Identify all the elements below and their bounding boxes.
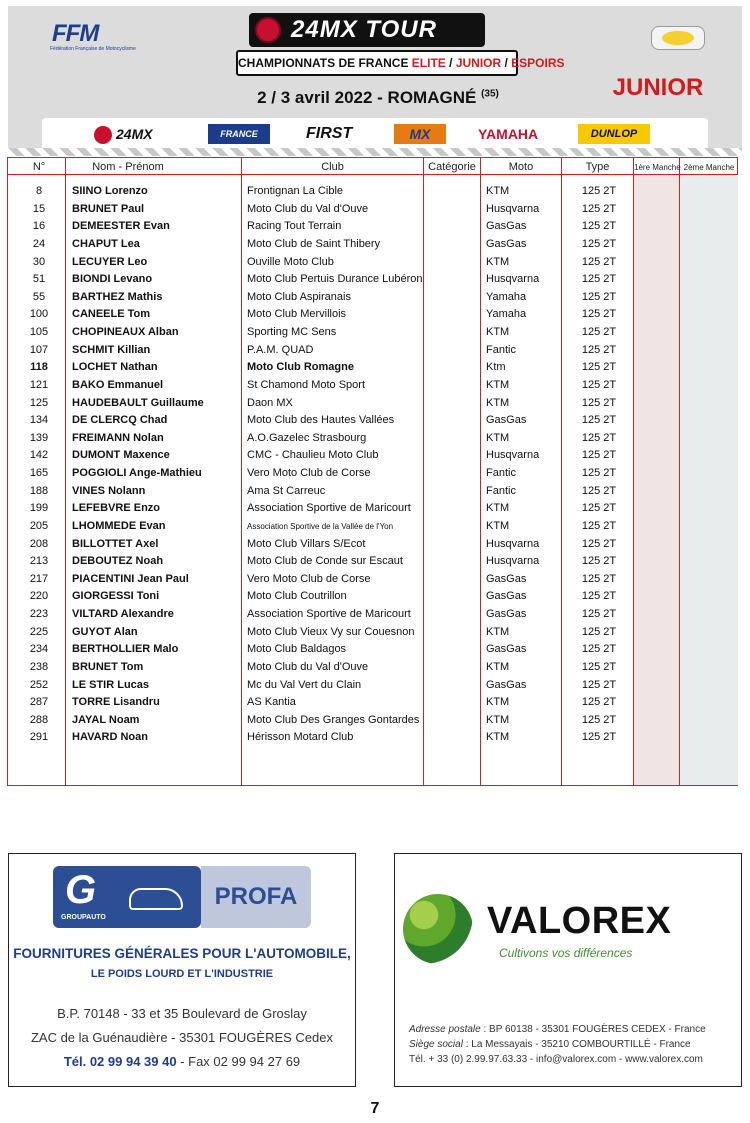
rider-club: Moto Club de Conde sur Escaut xyxy=(247,555,403,568)
rider-club: Racing Tout Terrain xyxy=(247,220,342,233)
rider-moto: KTM xyxy=(486,326,510,338)
rider-type: 125 2T xyxy=(581,608,617,620)
table-row xyxy=(8,554,737,572)
rider-club: Moto Club Des Granges Gontardes xyxy=(247,713,420,726)
rider-number: 105 xyxy=(29,326,49,338)
groupauto-name: GROUPAUTO xyxy=(61,914,106,921)
rider-number: 208 xyxy=(29,537,49,550)
rider-name: PIACENTINI Jean Paul xyxy=(72,572,189,585)
rider-name: LECUYER Leo xyxy=(72,255,148,268)
rider-club: P.A.M. QUAD xyxy=(247,343,314,356)
rider-club: CMC - Chaulieu Moto Club xyxy=(247,449,379,462)
groupauto-logo xyxy=(53,866,201,928)
profa-address-2: ZAC de la Guénaudière - 35301 FOUGÈRES Cedex xyxy=(30,1030,334,1045)
page-header xyxy=(8,6,742,156)
rider-name: VILTARD Alexandre xyxy=(72,608,174,620)
rider-club: A.O.Gazelec Strasbourg xyxy=(247,431,367,444)
event-date-text: 2 / 3 avril 2022 - ROMAGNÉ xyxy=(257,88,477,107)
rider-club: Moto Club du Val d'Ouve xyxy=(247,202,369,215)
rider-club: Moto Club de Saint Thibery xyxy=(247,237,381,250)
rider-moto: Husqvarna xyxy=(486,537,540,550)
rider-type: 125 2T xyxy=(581,237,617,250)
table-row xyxy=(8,413,737,431)
rider-type: 125 2T xyxy=(581,449,617,462)
page-number: 7 xyxy=(370,1100,380,1117)
table-row xyxy=(8,572,737,590)
event-date xyxy=(208,88,548,108)
tour-title: 24MX TOUR xyxy=(291,16,437,43)
rider-moto: KTM xyxy=(486,713,510,726)
rider-name: GIORGESSI Toni xyxy=(72,590,160,603)
rider-type: 125 2T xyxy=(581,484,617,497)
rider-moto: KTM xyxy=(486,255,510,268)
rider-moto: KTM xyxy=(486,185,510,197)
moto-club-logo-icon xyxy=(662,31,694,45)
table-row xyxy=(8,501,737,519)
rider-moto: GasGas xyxy=(486,608,527,620)
rider-moto: KTM xyxy=(486,519,510,532)
sponsor-mx: MX xyxy=(394,124,446,144)
table-row xyxy=(8,713,737,731)
rider-name: VINES Nolann xyxy=(72,484,146,497)
rider-number: 238 xyxy=(29,660,49,673)
rider-name: SIINO Lorenzo xyxy=(72,185,148,197)
rider-moto: Fantic xyxy=(486,484,516,497)
24mx-helmet-icon xyxy=(255,17,281,43)
table-row xyxy=(8,202,737,220)
rider-club: Moto Club Pertuis Durance Lubéron xyxy=(247,273,423,286)
rider-moto: KTM xyxy=(486,625,510,638)
rider-number: 252 xyxy=(29,678,49,691)
rider-moto: GasGas xyxy=(486,643,527,656)
table-row xyxy=(8,360,737,378)
rider-number: 55 xyxy=(32,290,46,303)
sponsor-yamaha: YAMAHA xyxy=(478,126,539,142)
rider-type: 125 2T xyxy=(581,290,617,303)
ffm-logo-text: FFM xyxy=(52,20,99,47)
rider-name: POGGIOLI Ange-Mathieu xyxy=(72,467,202,479)
championship-junior: JUNIOR xyxy=(455,56,502,70)
24mx-logo-icon xyxy=(94,126,112,144)
rider-moto: Yamaha xyxy=(486,308,527,321)
rider-moto: KTM xyxy=(486,696,510,709)
rider-number: 8 xyxy=(35,185,43,197)
col-header-manche-1: 1ère Manche xyxy=(634,163,681,172)
rider-number: 287 xyxy=(29,696,49,709)
rider-club: Association Sportive de Maricourt xyxy=(247,502,411,515)
valorex-siege xyxy=(409,1039,691,1050)
rider-type: 125 2T xyxy=(581,572,617,585)
table-row xyxy=(8,237,737,255)
rider-club: Mc du Val Vert du Clain xyxy=(247,678,362,691)
rider-type: 125 2T xyxy=(581,696,617,709)
rider-number: 15 xyxy=(32,202,46,215)
profa-fax: - Fax 02 99 94 27 69 xyxy=(176,1054,301,1069)
table-row xyxy=(8,219,737,237)
rider-number: 213 xyxy=(29,555,49,568)
rider-type: 125 2T xyxy=(581,537,617,550)
rider-number: 118 xyxy=(30,361,48,374)
valorex-brand: VALOREX xyxy=(487,900,672,942)
rider-club: Sporting MC Sens xyxy=(247,326,337,338)
rider-club: Moto Club Villars S/Ecot xyxy=(247,537,366,550)
table-row xyxy=(8,343,737,361)
table-row xyxy=(8,660,737,678)
rider-type: 125 2T xyxy=(581,555,617,568)
rider-type: 125 2T xyxy=(581,625,617,638)
rider-type: 125 2T xyxy=(581,519,617,532)
table-row xyxy=(8,378,737,396)
rider-name: BRUNET Tom xyxy=(72,660,144,673)
rider-club: Vero Moto Club de Corse xyxy=(247,467,371,479)
rider-name: FREIMANN Nolan xyxy=(72,431,164,444)
profa-subheadline: LE POIDS LOURD ET L'INDUSTRIE xyxy=(90,968,274,980)
table-row xyxy=(8,290,737,308)
rider-club: St Chamond Moto Sport xyxy=(247,378,366,391)
rider-name: LEFEBVRE Enzo xyxy=(72,502,161,515)
sponsor-24mx xyxy=(94,124,153,144)
rider-moto: Fantic xyxy=(486,467,516,479)
rider-club: Moto Club Vieux Vy sur Couesnon xyxy=(247,625,415,638)
rider-number: 225 xyxy=(29,625,49,638)
rider-number: 220 xyxy=(29,590,49,603)
car-icon xyxy=(129,888,183,910)
table-row xyxy=(8,184,737,202)
rider-moto: KTM xyxy=(486,660,510,673)
rider-name: TORRE Lisandru xyxy=(72,696,160,709)
rider-number: 205 xyxy=(29,519,49,532)
table-row xyxy=(8,537,737,555)
rider-number: 188 xyxy=(29,484,49,497)
rider-moto: KTM xyxy=(486,378,510,391)
rider-number: 125 xyxy=(29,396,49,409)
rider-name: SCHMIT Killian xyxy=(72,343,151,356)
rider-number: 199 xyxy=(29,502,49,515)
rider-number: 139 xyxy=(29,431,49,444)
rider-name: BERTHOLLIER Malo xyxy=(72,643,179,656)
rider-club: Moto Club Coutrillon xyxy=(247,590,347,603)
rider-type: 125 2T xyxy=(581,467,617,479)
rider-name: CHAPUT Lea xyxy=(72,237,140,250)
rider-name: LOCHET Nathan xyxy=(72,361,158,374)
rider-name: CANEELE Tom xyxy=(72,308,151,321)
rider-type: 125 2T xyxy=(581,590,617,603)
rider-type: 125 2T xyxy=(581,502,617,515)
rider-type: 125 2T xyxy=(581,273,617,286)
rider-type: 125 2T xyxy=(581,343,617,356)
profa-contact xyxy=(9,1054,355,1069)
rider-moto: GasGas xyxy=(486,678,527,691)
rider-number: 165 xyxy=(29,467,49,479)
ffm-logo-subtitle: Fédération Française de Motocyclisme xyxy=(50,46,136,52)
rider-number: 223 xyxy=(29,608,49,620)
table-row xyxy=(8,307,737,325)
rider-name: BAKO Emmanuel xyxy=(72,378,164,391)
rider-moto: Yamaha xyxy=(486,290,527,303)
rider-type: 125 2T xyxy=(581,660,617,673)
table-row xyxy=(8,678,737,696)
rider-name: BILLOTTET Axel xyxy=(72,537,159,550)
rider-number: 134 xyxy=(29,414,49,427)
table-row xyxy=(8,272,737,290)
rider-name: BARTHEZ Mathis xyxy=(72,290,163,303)
rider-moto: KTM xyxy=(486,431,510,444)
rider-type: 125 2T xyxy=(581,396,617,409)
col-header-category: Catégorie xyxy=(428,161,476,173)
valorex-siege-value: : La Messayais - 35210 COMBOURTILLÉ - France xyxy=(462,1039,691,1050)
moto-club-logo xyxy=(651,26,705,50)
col-header-type: Type xyxy=(585,161,610,173)
rider-name: LHOMMEDE Evan xyxy=(72,519,166,532)
profa-address-1: B.P. 70148 - 33 et 35 Boulevard de Groslay xyxy=(57,1006,307,1021)
rider-name: DEMEESTER Evan xyxy=(72,220,170,233)
rider-type: 125 2T xyxy=(581,378,617,391)
rider-name: CHOPINEAUX Alban xyxy=(72,326,179,338)
rider-club: Moto Club Mervillois xyxy=(247,308,347,321)
rider-name: HAVARD Noan xyxy=(72,731,148,744)
rider-type: 125 2T xyxy=(581,731,617,744)
profa-phone: Tél. 02 99 94 39 40 xyxy=(63,1054,177,1069)
table-row xyxy=(8,730,737,748)
col-header-num: N° xyxy=(32,161,46,173)
rider-moto: GasGas xyxy=(486,414,527,427)
profa-brand: PROFA xyxy=(201,866,311,928)
rider-name: LE STIR Lucas xyxy=(72,678,150,691)
groupauto-letter: G xyxy=(65,868,97,912)
rider-club: Moto Club Romagne xyxy=(247,361,354,374)
championship-elite: ELITE xyxy=(411,56,446,70)
sponsor-strip xyxy=(42,118,708,150)
ffm-logo xyxy=(46,18,136,52)
header-divider xyxy=(8,174,737,175)
rider-moto: Husqvarna xyxy=(486,273,540,286)
table-row xyxy=(8,642,737,660)
rider-name: DEBOUTEZ Noah xyxy=(72,555,164,568)
rider-type: 125 2T xyxy=(581,643,617,656)
valorex-tagline: Cultivons vos différences xyxy=(499,946,633,960)
rider-type: 125 2T xyxy=(581,678,617,691)
col-header-name: Nom - Prénom xyxy=(92,161,164,173)
rider-number: 288 xyxy=(29,713,49,726)
rider-type: 125 2T xyxy=(581,713,617,726)
rider-type: 125 2T xyxy=(581,202,617,215)
tour-logo xyxy=(249,13,485,47)
rider-name: DUMONT Maxence xyxy=(72,449,170,462)
rider-club: Moto Club du Val d'Ouve xyxy=(247,660,369,673)
valorex-contact: Tél. + 33 (0) 2.99.97.63.33 - info@valorex.com - www.valorex.com xyxy=(409,1054,703,1065)
rider-number: 24 xyxy=(32,237,46,250)
rider-moto: KTM xyxy=(486,731,510,744)
rider-number: 16 xyxy=(32,220,46,233)
rider-type: 125 2T xyxy=(581,185,617,197)
sponsor-france: FRANCE xyxy=(208,124,270,144)
sponsor-first: FIRST xyxy=(306,125,353,142)
table-row xyxy=(8,255,737,273)
rider-type: 125 2T xyxy=(581,255,617,268)
table-row xyxy=(8,431,737,449)
rider-number: 291 xyxy=(29,731,49,744)
rider-name: BRUNET Paul xyxy=(72,202,145,215)
rider-moto: Ktm xyxy=(486,361,506,374)
valorex-postal xyxy=(409,1024,706,1035)
col-header-club: Club xyxy=(321,161,344,173)
rider-club: Moto Club des Hautes Vallées xyxy=(247,414,395,427)
event-department: (35) xyxy=(481,88,499,100)
rider-club: Daon MX xyxy=(247,396,293,409)
championship-sep-2: / xyxy=(501,56,512,70)
col-header-manche-2: 2ème Manche xyxy=(683,163,735,172)
rider-club: Vero Moto Club de Corse xyxy=(247,572,371,585)
sponsor-24mx-label: 24MX xyxy=(116,126,153,142)
profa-headline: FOURNITURES GÉNÉRALES POUR L'AUTOMOBILE, xyxy=(13,946,351,961)
rider-moto: GasGas xyxy=(486,237,527,250)
valorex-leaf-icon xyxy=(403,894,473,964)
table-body xyxy=(8,184,737,748)
rider-moto: GasGas xyxy=(486,220,527,233)
rider-number: 51 xyxy=(32,273,46,286)
rider-club: Association Sportive de la Vallée de l'Yon xyxy=(247,521,394,531)
table-row xyxy=(8,625,737,643)
rider-number: 142 xyxy=(29,449,49,462)
table-row xyxy=(8,325,737,343)
rider-moto: GasGas xyxy=(486,572,527,585)
rider-club: AS Kantia xyxy=(247,696,296,709)
rider-moto: KTM xyxy=(486,502,510,515)
rider-moto: Husqvarna xyxy=(486,202,540,215)
table-row xyxy=(8,695,737,713)
table-row xyxy=(8,448,737,466)
rider-number: 217 xyxy=(29,572,49,585)
category-title: JUNIOR xyxy=(612,74,704,101)
table-row xyxy=(8,466,737,484)
rider-club: Hérisson Motard Club xyxy=(247,731,354,744)
rider-club: Moto Club Aspiranais xyxy=(247,290,351,303)
rider-name: HAUDEBAULT Guillaume xyxy=(72,396,204,409)
table-row xyxy=(8,519,737,537)
rider-name: GUYOT Alan xyxy=(72,625,138,638)
rider-number: 30 xyxy=(32,255,46,268)
rider-type: 125 2T xyxy=(581,431,617,444)
ad-valorex xyxy=(394,853,742,1087)
rider-moto: Husqvarna xyxy=(486,449,540,462)
rider-club: Ouville Moto Club xyxy=(247,255,334,268)
championship-prefix: CHAMPIONNATS DE FRANCE xyxy=(238,56,412,70)
table-row xyxy=(8,607,737,625)
rider-number: 100 xyxy=(29,308,49,321)
rider-name: JAYAL Noam xyxy=(72,713,140,726)
table-row xyxy=(8,484,737,502)
table-row xyxy=(8,589,737,607)
rider-club: Ama St Carreuc xyxy=(247,484,326,497)
rider-name: BIONDI Levano xyxy=(72,273,153,286)
rider-number: 234 xyxy=(29,643,49,656)
ad-profa xyxy=(8,853,356,1087)
rider-name: DE CLERCQ Chad xyxy=(72,414,168,427)
rider-moto: Husqvarna xyxy=(486,555,540,568)
championship-sep-1: / xyxy=(445,56,456,70)
valorex-siege-label: Siège social xyxy=(409,1039,463,1050)
rider-moto: KTM xyxy=(486,396,510,409)
rider-number: 107 xyxy=(29,343,49,356)
rider-moto: Fantic xyxy=(486,343,516,356)
riders-table xyxy=(7,157,738,786)
championship-espoirs: ESPOIRS xyxy=(511,56,565,70)
valorex-postal-label: Adresse postale xyxy=(409,1024,481,1035)
sponsor-dunlop: DUNLOP xyxy=(578,124,650,144)
rider-number: 121 xyxy=(29,378,49,391)
col-header-moto: Moto xyxy=(508,161,534,173)
rider-moto: GasGas xyxy=(486,590,527,603)
championship-banner xyxy=(236,50,565,76)
rider-type: 125 2T xyxy=(581,414,617,427)
rider-type: 125 2T xyxy=(581,308,617,321)
rider-club: Association Sportive de Maricourt xyxy=(247,608,411,620)
rider-type: 125 2T xyxy=(581,326,617,338)
rider-club: Frontignan La Cible xyxy=(247,185,344,197)
table-row xyxy=(8,396,737,414)
rider-type: 125 2T xyxy=(581,361,617,374)
rider-club: Moto Club Baldagos xyxy=(247,643,347,656)
valorex-postal-value: : BP 60138 - 35301 FOUGÈRES CEDEX - France xyxy=(480,1024,706,1035)
rider-type: 125 2T xyxy=(581,220,617,233)
